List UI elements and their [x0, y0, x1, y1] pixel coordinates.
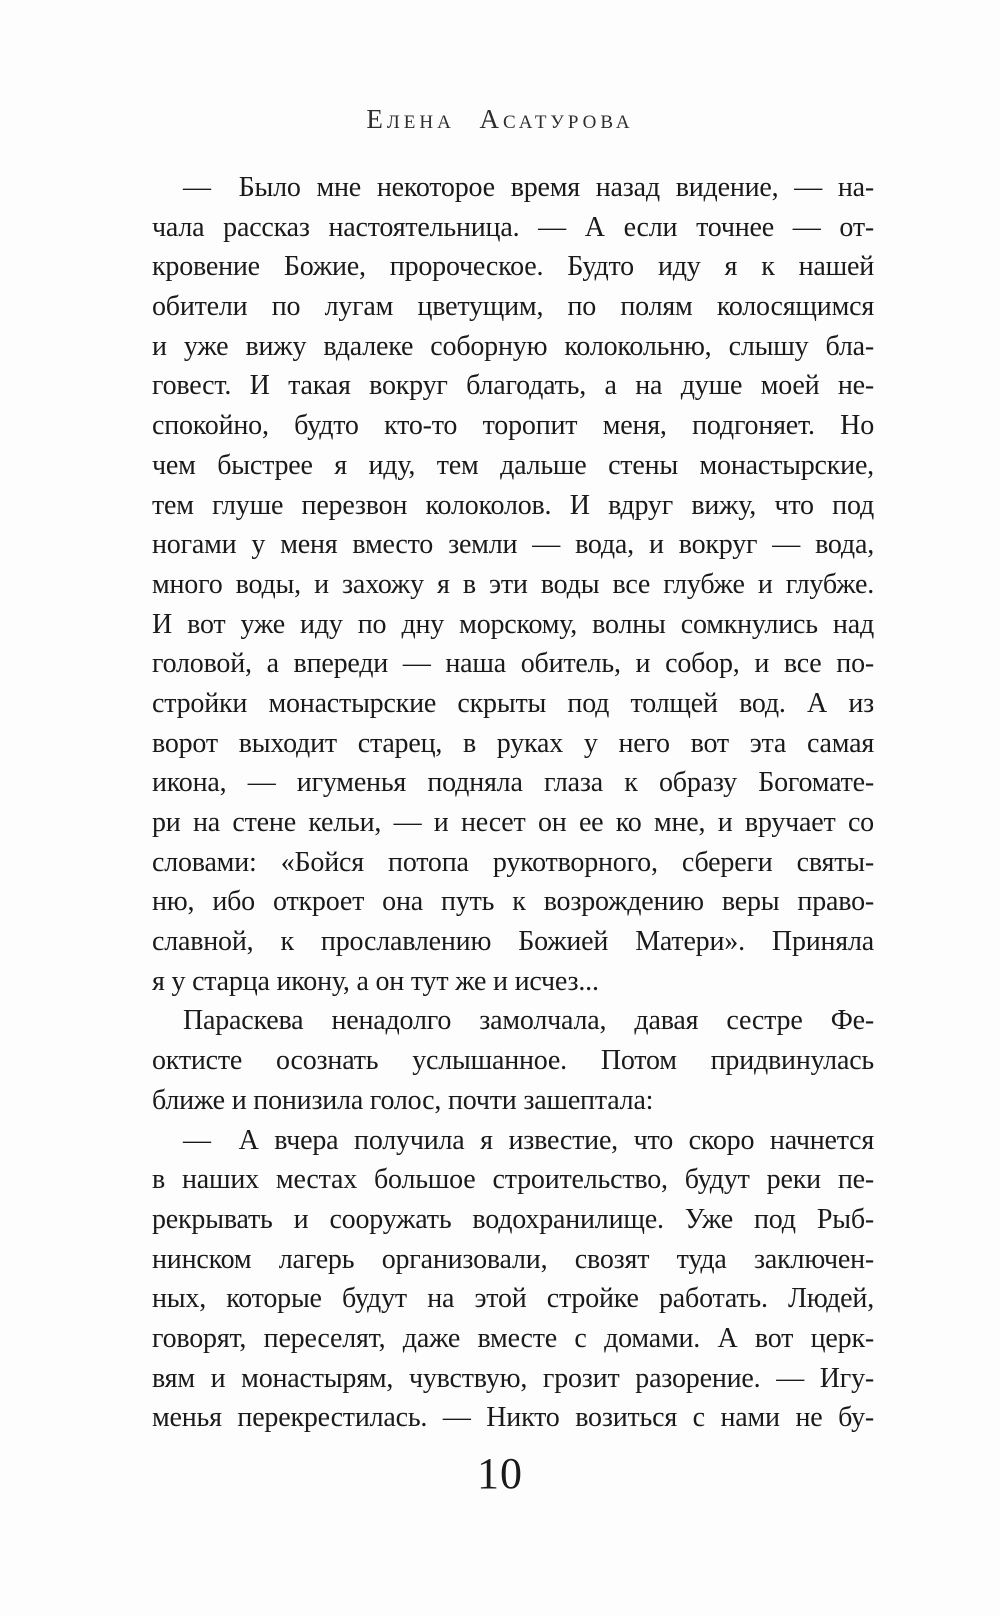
text-line: Параскева ненадолго замолчала, давая сестре Фе- — [183, 1005, 874, 1037]
text-line: стройки монастырские скрыты под толщей вод. А из — [152, 687, 874, 719]
text-line: чала рассказ настоятельница. — А если точнее — от- — [152, 211, 874, 243]
text-line: я у старца икону, а он тут же и исчез... — [152, 965, 599, 997]
page-number: 10 — [477, 1449, 523, 1498]
paragraph — [152, 1001, 874, 1120]
text-line: — Было мне некоторое время назад видение, — на- — [183, 172, 874, 203]
text-line: и уже вижу вдалеке соборную колокольню, слышу бла- — [152, 330, 874, 362]
text-line: И вот уже иду по дну морскому, волны сомкнулись над — [152, 608, 874, 640]
text-line: менья перекрестилась. — Никто возиться с нами не бу- — [152, 1402, 874, 1434]
text-line: тем глуше перезвон колоколов. И вдруг вижу, что под — [152, 489, 874, 521]
text-line: октисте осознать услышанное. Потом придвинулась — [152, 1045, 874, 1077]
page-text — [152, 168, 874, 1438]
text-line: рекрывать и сооружать водохранилище. Уже под Рыб- — [152, 1203, 874, 1235]
text-line: нинском лагерь организовали, свозят туда заключен- — [152, 1243, 874, 1275]
text-line: — А вчера получила я известие, что скоро начнется — [183, 1124, 874, 1156]
text-line: в наших местах большое строительство, будут реки пе- — [152, 1164, 874, 1196]
text-line: чем быстрее я иду, тем дальше стены монастырские, — [152, 449, 874, 481]
text-line: ворот выходит старец, в руках у него вот эта самая — [152, 727, 874, 759]
text-line: вям и монастырям, чувствую, грозит разорение. — Игу- — [152, 1362, 874, 1394]
text-line: словами: «Бойся потопа рукотворного, сбереги святы- — [152, 846, 874, 878]
text-line: говорят, переселят, даже вместе с домами. А вот церк- — [152, 1322, 874, 1354]
text-line: ри на стене кельи, — и несет он ее ко мне, и вручает со — [152, 807, 874, 838]
text-line: много воды, и захожу я в эти воды все глубже и глубже. — [152, 568, 874, 600]
text-line: обители по лугам цветущим, по полям колосящимся — [152, 291, 874, 323]
text-line: головой, а впереди — наша обитель, и собор, и все по- — [152, 648, 874, 680]
text-line: спокойно, будто кто-то торопит меня, подгоняет. Но — [152, 410, 874, 442]
text-line: ногами у меня вместо земли — вода, и вокруг — вода, — [152, 529, 874, 561]
text-line: икона, — игуменья подняла глаза к образу Богомате- — [152, 767, 874, 799]
text-line: ближе и понизила голос, почти зашептала: — [152, 1084, 654, 1116]
text-line: говест. И такая вокруг благодать, а на душе моей не- — [152, 370, 874, 402]
running-header-author: Елена Асатурова — [366, 104, 634, 134]
text-line: ных, которые будут на этой стройке работать. Людей, — [152, 1283, 874, 1315]
paragraph — [152, 1121, 874, 1439]
text-line: кровение Божие, пророческое. Будто иду я к нашей — [152, 251, 874, 283]
paragraph — [152, 168, 874, 1001]
text-line: славной, к прославлению Божией Матери». Приняла — [152, 926, 874, 958]
text-line: ню, ибо откроет она путь к возрождению веры право- — [152, 886, 874, 918]
